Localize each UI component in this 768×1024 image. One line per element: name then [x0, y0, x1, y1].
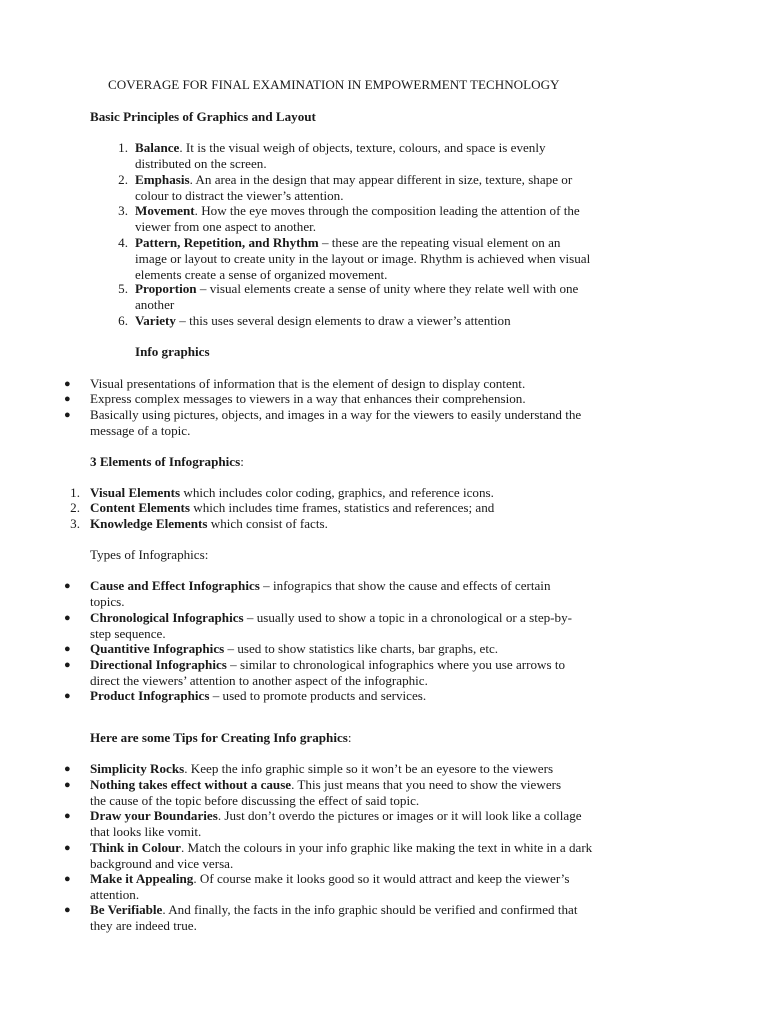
infographics-heading: Info graphics	[135, 344, 210, 359]
document-title: COVERAGE FOR FINAL EXAMINATION IN EMPOWERMENT TECHNOLOGY	[108, 77, 560, 92]
bullet-icon: ●	[64, 763, 71, 775]
bullet-icon: ●	[64, 810, 71, 822]
bullet-icon: ●	[64, 393, 71, 405]
bullet-icon: ●	[64, 842, 71, 854]
types-heading: Types of Infographics:	[90, 547, 209, 562]
bullet-icon: ●	[64, 643, 71, 655]
tips-heading: Here are some Tips for Creating Info graphics:	[90, 730, 352, 745]
bullet-icon: ●	[64, 904, 71, 916]
bullet-icon: ●	[64, 690, 71, 702]
bullet-icon: ●	[64, 409, 71, 421]
bullet-icon: ●	[64, 779, 71, 791]
principles-heading: Basic Principles of Graphics and Layout	[90, 109, 316, 124]
bullet-icon: ●	[64, 612, 71, 624]
bullet-icon: ●	[64, 873, 71, 885]
elements-heading: 3 Elements of Infographics:	[90, 454, 244, 469]
bullet-icon: ●	[64, 378, 71, 390]
bullet-icon: ●	[64, 580, 71, 592]
bullet-icon: ●	[64, 659, 71, 671]
